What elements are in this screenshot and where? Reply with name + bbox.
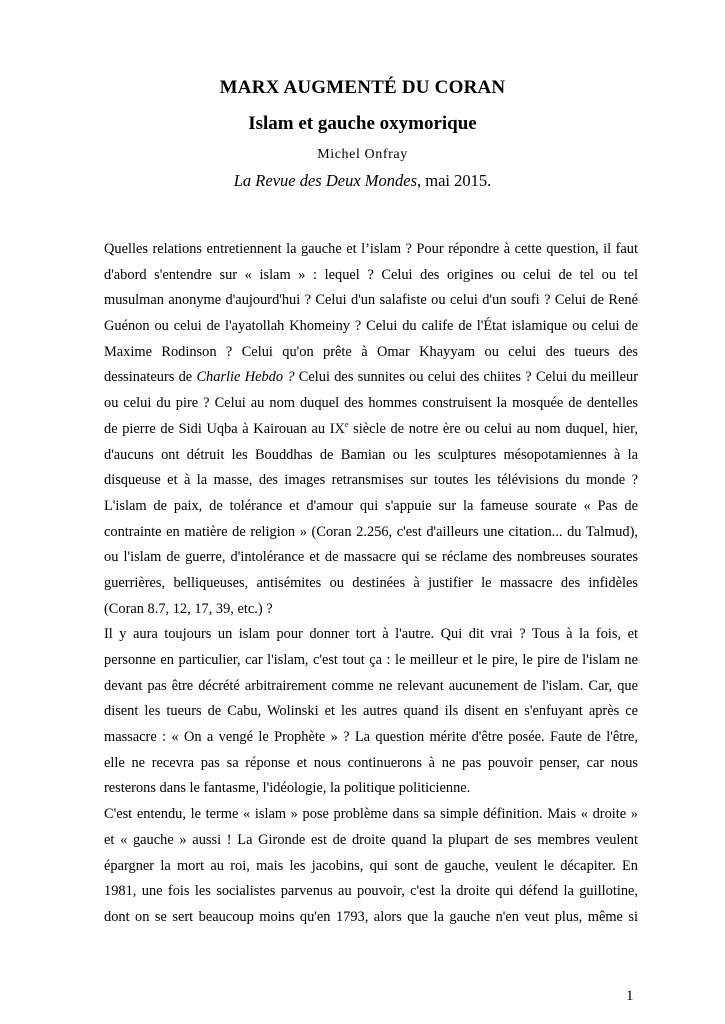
source-date: , mai 2015. bbox=[417, 171, 492, 190]
text-line: disent les tueurs de Cabu, Wolinski et les autres quand ils disent en s'enfuyant après ce bbox=[104, 703, 638, 720]
text-line: Guénon ou celui de l'ayatollah Khomeiny ? Celui du calife de l'État islamique ou celui de bbox=[104, 318, 638, 335]
text-line: ou celui du pire ? Celui au nom duquel des hommes construisent la mosquée de dentelles bbox=[104, 395, 638, 412]
text-line: guerrières, belliqueuses, antisémites ou destinées à justifier le massacre des infidèles bbox=[104, 574, 638, 591]
text-run: dessinateurs de bbox=[104, 369, 197, 386]
source-citation bbox=[0, 171, 725, 191]
text-line: C'est entendu, le terme « islam » pose problème dans sa simple définition. Mais « droite » bbox=[104, 806, 638, 823]
text-line: Quelles relations entretiennent la gauche et l’islam ? Pour répondre à cette question, il faut bbox=[104, 241, 638, 257]
author-name: Michel Onfray bbox=[317, 147, 408, 162]
document-subtitle: Islam et gauche oxymorique bbox=[248, 113, 477, 134]
text-line: musulman anonyme d'aujourd'hui ? Celui d'un salafiste ou celui d'un soufi ? Celui de René bbox=[104, 292, 638, 309]
text-line bbox=[104, 365, 638, 391]
text-run: siècle de notre ère ou celui au nom duquel, hier, bbox=[348, 420, 638, 437]
text-line: elle ne recevra pas sa réponse et nous continuerons à ne pas pouvoir penser, car nous bbox=[104, 754, 638, 771]
text-line: (Coran 8.7, 12, 17, 39, etc.) ? bbox=[104, 600, 273, 617]
text-line: épargner la mort au roi, mais les jacobins, qui sont de gauche, veulent le décapiter. En bbox=[104, 857, 638, 874]
text-line: disqueuse et à la masse, des images retransmises sur toutes les télévisions du monde ? bbox=[104, 472, 638, 489]
text-line: L'islam de paix, de tolérance et d'amour qui s'appuie sur la fameuse sourate « Pas de bbox=[104, 497, 638, 514]
text-run: de pierre de Sidi Uqba à Kairouan au IX bbox=[104, 420, 345, 437]
superscript: e bbox=[344, 419, 349, 429]
text-line: d'abord s'entendre sur « islam » : lequel ? Celui des origines ou celui de tel ou tel bbox=[104, 266, 638, 283]
text-line: resterons dans le fantasme, l'idéologie, la politique politicienne. bbox=[104, 780, 471, 797]
text-line: ou l'islam de guerre, d'intolérance et de massacre qui se réclame des nombreuses sourates bbox=[104, 549, 638, 566]
italic-title: Charlie Hebdo ? bbox=[196, 369, 295, 386]
document-body bbox=[104, 237, 638, 931]
text-line: et « gauche » aussi ! La Gironde est de droite quand la plupart de ses membres veulent bbox=[104, 831, 638, 848]
text-run: Celui des sunnites ou celui des chiites ? Celui du meilleur bbox=[294, 369, 638, 386]
text-line bbox=[104, 417, 638, 443]
paragraph-2 bbox=[104, 622, 638, 802]
text-line: 1981, une fois les socialistes parvenus au pouvoir, c'est la droite qui défend la guillotine, bbox=[104, 883, 638, 900]
text-line: devant pas être décrété arbitrairement comme ne relevant aucunement de l'islam. Car, que bbox=[104, 677, 638, 694]
page-number: 1 bbox=[626, 988, 634, 1004]
text-line: Il y aura toujours un islam pour donner tort à l'autre. Qui dit vrai ? Tous à la fois, et bbox=[104, 626, 638, 643]
source-publication: La Revue des Deux Mondes bbox=[233, 171, 418, 190]
document-title: MARX AUGMENTÉ DU CORAN bbox=[219, 77, 506, 98]
text-line: massacre : « On a vengé le Prophète » ? La question mérite d'être posée. Faute de l'être, bbox=[104, 729, 638, 746]
text-line: contrainte en matière de religion » (Coran 2.256, c'est d'ailleurs une citation... du Talmud), bbox=[104, 523, 638, 540]
text-line: Maxime Rodinson ? Celui qu'on prête à Omar Khayyam ou celui des tueurs des bbox=[104, 343, 638, 360]
paragraph-1 bbox=[104, 237, 638, 622]
paragraph-3 bbox=[104, 802, 638, 930]
text-line: personne en particulier, car l'islam, c'est tout ça : le meilleur et le pire, le pire de l'islam ne bbox=[104, 652, 638, 668]
text-line: d'aucuns ont détruit les Bouddhas de Bamian ou les sculptures mésopotamiennes à la bbox=[104, 446, 638, 463]
text-line: dont on se sert beaucoup moins qu'en 1793, alors que la gauche n'en veut plus, même si bbox=[104, 908, 638, 925]
